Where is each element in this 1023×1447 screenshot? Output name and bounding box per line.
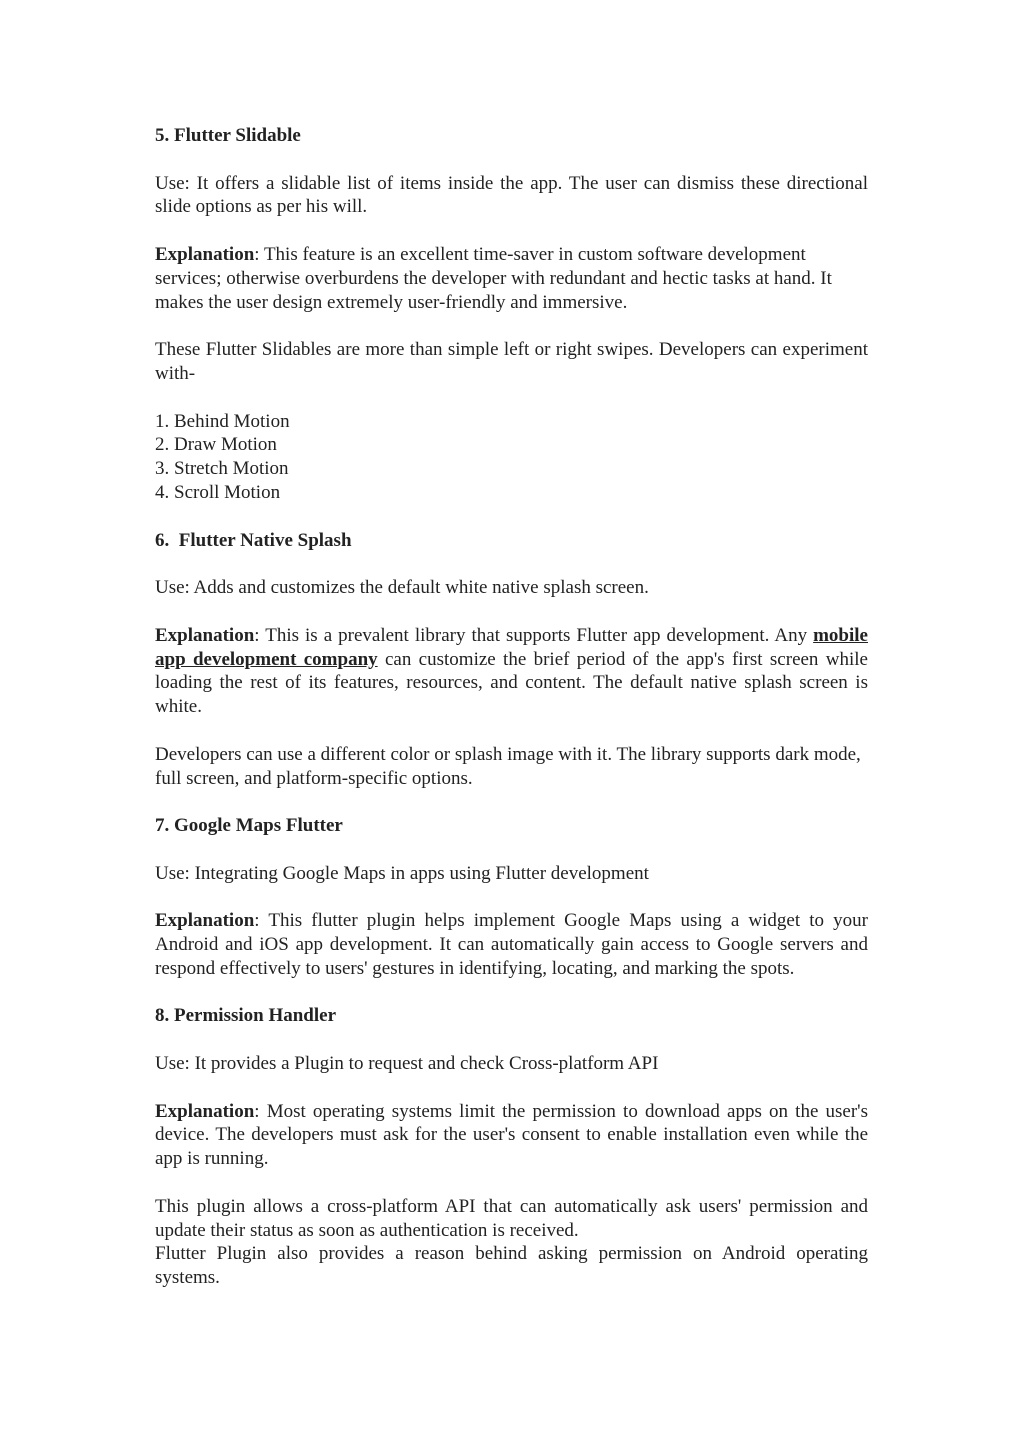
- body-paragraph: This plugin allows a cross-platform API that can automatically ask users' permission and update their status as soon as authentication is received.: [155, 1195, 868, 1241]
- explanation-label: Explanation: [155, 910, 255, 932]
- explanation-paragraph: [155, 909, 868, 980]
- list-item: 3. Stretch Motion: [155, 458, 289, 480]
- use-paragraph: Use: It offers a slidable list of items inside the app. The user can dismiss these directional slide options as per his will.: [155, 172, 868, 218]
- explanation-label: Explanation: [155, 624, 255, 646]
- list-item: 4. Scroll Motion: [155, 481, 281, 503]
- mobile-app-development-company-link[interactable]: mobile app development company: [155, 624, 868, 670]
- explanation-paragraph: [155, 243, 868, 314]
- section-heading: 6. Flutter Native Splash: [155, 529, 352, 551]
- explanation-text: : Most operating systems limit the permission to download apps on the user's device. The developers must ask for the user's consent to enable installation even while the app is running.: [155, 1100, 868, 1170]
- section-heading: 5. Flutter Slidable: [155, 125, 301, 146]
- document-page: [155, 124, 868, 1290]
- body-paragraph: Developers can use a different color or splash image with it. The library supports dark mode, full screen, and platform-specific options.: [155, 743, 861, 789]
- explanation-paragraph: [155, 624, 868, 719]
- list-item: 2. Draw Motion: [155, 434, 277, 456]
- list-item: 1. Behind Motion: [155, 410, 290, 432]
- use-paragraph: Use: It provides a Plugin to request and check Cross-platform API: [155, 1053, 659, 1075]
- body-paragraph: These Flutter Slidables are more than simple left or right swipes. Developers can experiment with-: [155, 339, 868, 384]
- explanation-paragraph: [155, 1100, 868, 1171]
- explanation-label: Explanation: [155, 243, 255, 265]
- explanation-text: : This is a prevalent library that supports Flutter app development. Any: [254, 624, 814, 646]
- explanation-text: : This feature is an excellent time-saver in custom software development services; otherwise overburdens the developer with redundant and hectic tasks at hand. It makes the user design extremely user-friendly and immersive.: [155, 243, 832, 313]
- explanation-text: : This flutter plugin helps implement Google Maps using a widget to your Android and iOS app development. It can automatically gain access to Google servers and respond effectively to users' gestures in identifying, locating, and marking the spots.: [155, 910, 868, 979]
- section-heading: 7. Google Maps Flutter: [155, 815, 343, 837]
- use-paragraph: Use: Integrating Google Maps in apps using Flutter development: [155, 862, 649, 884]
- use-paragraph: Use: Adds and customizes the default white native splash screen.: [155, 577, 649, 599]
- explanation-label: Explanation: [155, 1100, 255, 1122]
- body-paragraph: Flutter Plugin also provides a reason behind asking permission on Android operating systems.: [155, 1243, 868, 1289]
- explanation-text-continued: can customize the brief period of the app's first screen while loading the rest of its features, resources, and content. The default native splash screen is white.: [155, 648, 868, 718]
- section-heading: 8. Permission Handler: [155, 1005, 337, 1027]
